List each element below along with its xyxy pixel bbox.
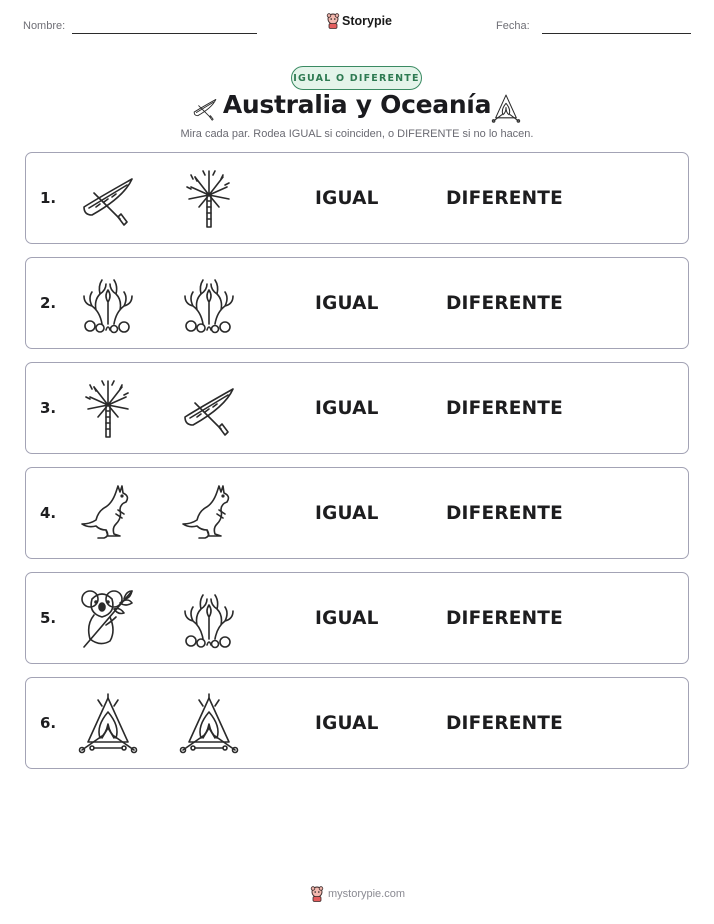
name-label: Nombre: (23, 20, 66, 32)
campfire-icon (491, 92, 521, 124)
option-diferente[interactable]: DIFERENTE (446, 713, 563, 734)
question-row (25, 467, 689, 559)
canoe-icon (181, 377, 237, 439)
worksheet-type-badge: IGUAL O DIFERENTE (291, 66, 422, 90)
palm-tree-icon (80, 377, 136, 439)
question-row (25, 152, 689, 244)
option-igual[interactable]: IGUAL (315, 293, 379, 314)
date-label: Fecha: (496, 20, 530, 32)
option-diferente[interactable]: DIFERENTE (446, 293, 563, 314)
option-diferente[interactable]: DIFERENTE (446, 188, 563, 209)
palm-tree-icon (181, 167, 237, 229)
coral-icon (181, 272, 237, 334)
question-number: 6. (40, 714, 57, 732)
instructions: Mira cada par. Rodea IGUAL si coinciden, o DIFERENTE si no lo hacen. (180, 128, 534, 140)
storypie-logo (326, 13, 392, 29)
option-igual[interactable]: IGUAL (315, 503, 379, 524)
option-diferente[interactable]: DIFERENTE (446, 608, 563, 629)
footer (310, 886, 405, 902)
coral-icon (80, 272, 136, 334)
question-number: 2. (40, 294, 57, 312)
storypie-mascot-icon (326, 13, 340, 29)
worksheet-title: Australia y Oceanía (222, 90, 492, 119)
option-igual[interactable]: IGUAL (315, 398, 379, 419)
question-number: 4. (40, 504, 57, 522)
name-field-line[interactable] (72, 33, 257, 34)
kangaroo-icon (80, 482, 136, 544)
option-igual[interactable]: IGUAL (315, 608, 379, 629)
question-row (25, 362, 689, 454)
option-igual[interactable]: IGUAL (315, 713, 379, 734)
storypie-mascot-icon (310, 886, 324, 902)
question-number: 1. (40, 189, 57, 207)
option-diferente[interactable]: DIFERENTE (446, 503, 563, 524)
question-row (25, 572, 689, 664)
kangaroo-icon (181, 482, 237, 544)
campfire-icon (80, 692, 136, 754)
option-igual[interactable]: IGUAL (315, 188, 379, 209)
koala-icon (80, 587, 136, 649)
question-row (25, 257, 689, 349)
question-row (25, 677, 689, 769)
coral-icon (181, 587, 237, 649)
brand-name: Storypie (342, 14, 393, 28)
question-number: 3. (40, 399, 57, 417)
canoe-icon (80, 167, 136, 229)
footer-site-link[interactable]: mystorypie.com (328, 888, 406, 900)
date-field-line[interactable] (542, 33, 691, 34)
campfire-icon (181, 692, 237, 754)
option-diferente[interactable]: DIFERENTE (446, 398, 563, 419)
question-number: 5. (40, 609, 57, 627)
